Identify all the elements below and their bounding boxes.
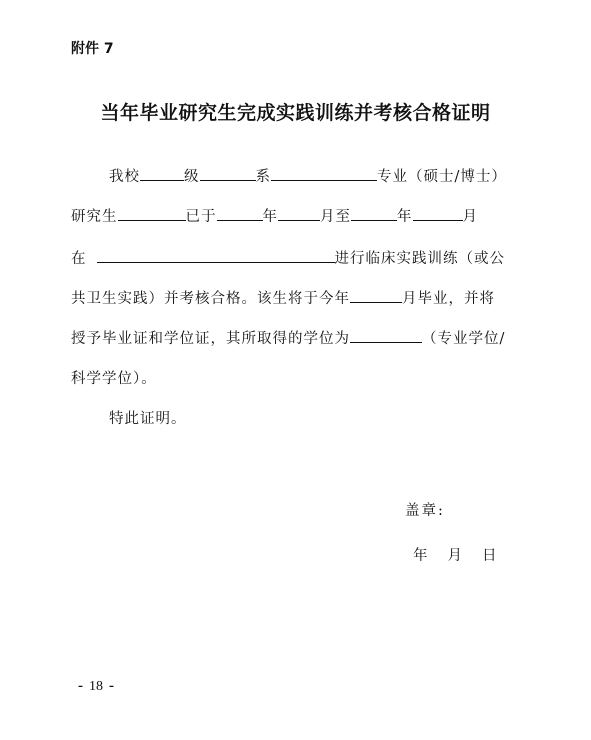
- blank-department[interactable]: [200, 168, 256, 181]
- text-graduation: 月毕业，并将: [402, 291, 495, 307]
- body-line-1: [71, 165, 507, 186]
- blank-grade[interactable]: [140, 168, 184, 181]
- blank-institution[interactable]: [97, 250, 335, 263]
- body-line-7: 特此证明。: [109, 411, 187, 427]
- text-year-2: 年: [397, 209, 413, 225]
- text-year-1: 年: [262, 209, 278, 225]
- text-public-health: 共卫生实践）并考核合格。该生将于今年: [71, 291, 350, 307]
- text-month-end: 月: [462, 209, 478, 225]
- text-month-to: 月至: [320, 209, 351, 225]
- text-school: 我校: [109, 169, 140, 185]
- date-line: [413, 544, 497, 565]
- text-graduate: 研究生: [71, 209, 118, 225]
- blank-degree[interactable]: [350, 330, 422, 343]
- text-department: 系: [255, 169, 271, 185]
- blank-start-year[interactable]: [217, 208, 263, 221]
- date-month: 月: [447, 548, 462, 564]
- text-degree-type: （专业学位/: [422, 331, 506, 347]
- text-major-degree: 专业（硕士/博士）: [377, 169, 507, 185]
- date-year: 年: [413, 548, 428, 564]
- blank-graduation-month[interactable]: [350, 290, 402, 303]
- text-award: 授予毕业证和学位证，其所取得的学位为: [71, 331, 350, 347]
- document-title: 当年毕业研究生完成实践训练并考核合格证明: [100, 102, 491, 124]
- text-since: 已于: [185, 209, 217, 225]
- page-number: [78, 678, 114, 695]
- body-line-4: [71, 287, 495, 308]
- blank-major[interactable]: [271, 168, 377, 181]
- page-dash-left: -: [78, 678, 83, 694]
- page-dash-right: -: [109, 678, 114, 694]
- date-day: 日: [482, 548, 497, 564]
- body-line-3: [71, 247, 505, 268]
- blank-student-name[interactable]: [118, 208, 186, 221]
- text-clinical-practice: 进行临床实践训练（或公: [334, 251, 505, 267]
- blank-end-month[interactable]: [413, 208, 463, 221]
- blank-start-month[interactable]: [278, 208, 320, 221]
- blank-end-year[interactable]: [351, 208, 397, 221]
- body-line-2: [71, 205, 478, 226]
- body-line-5: [71, 327, 505, 348]
- text-grade: 级: [184, 169, 200, 185]
- text-at: 在: [71, 251, 87, 267]
- page-number-value: 18: [89, 679, 103, 694]
- attachment-label: 附件 7: [71, 41, 114, 57]
- seal-label: 盖章:: [405, 503, 445, 519]
- body-line-6: 科学学位）。: [71, 371, 157, 387]
